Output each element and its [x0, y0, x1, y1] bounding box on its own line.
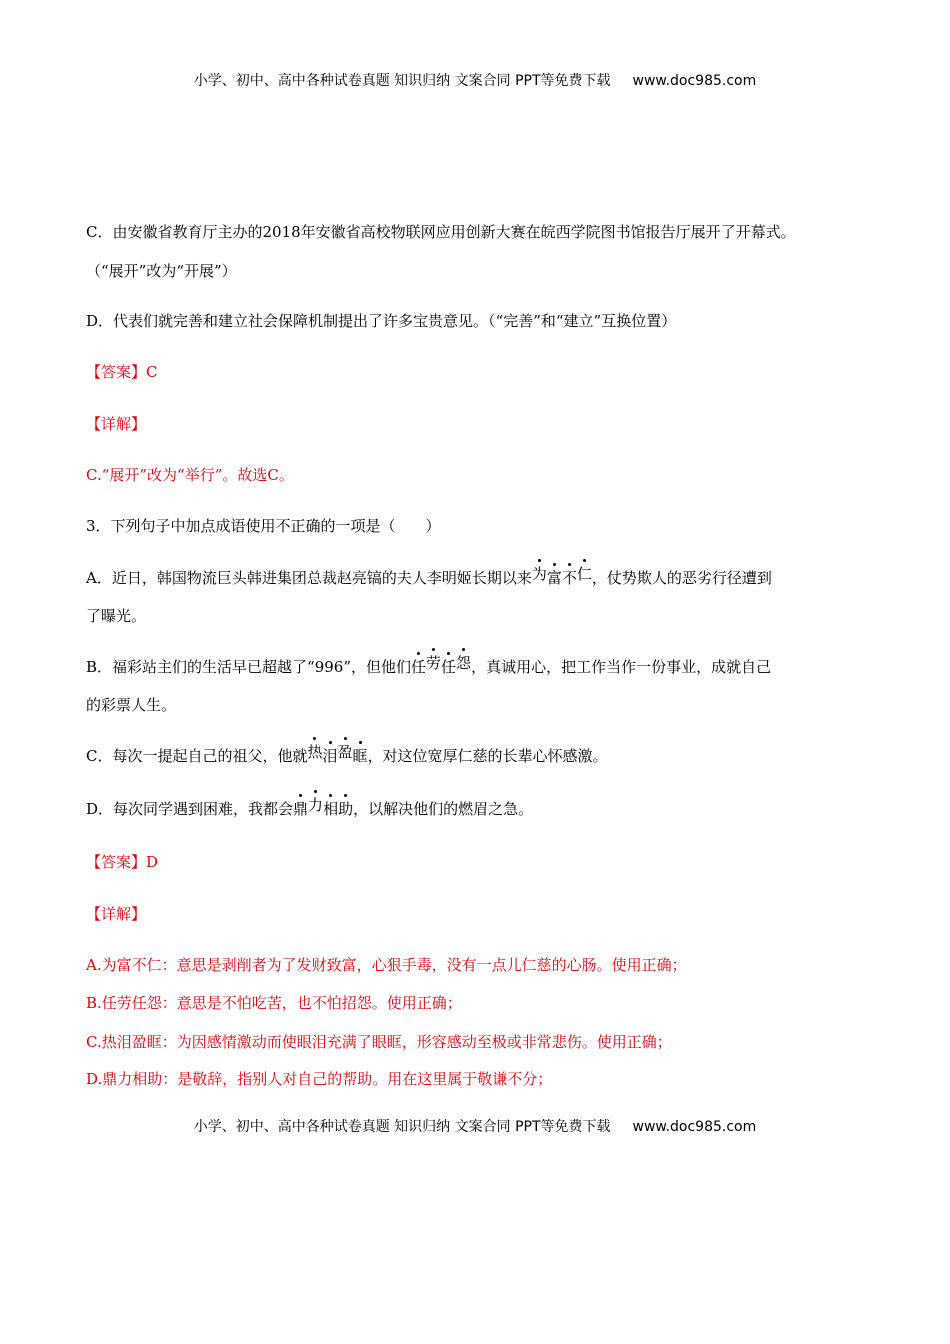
idiom-char: 盈 — [337, 743, 353, 761]
q3-option-a-pre: A．近日，韩国物流巨头韩进集团总裁赵亮镐的夫人李明姬长期以来 — [86, 569, 532, 587]
q2-detail-text: C.“展开”改为“举行”。故选C。 — [86, 466, 294, 484]
q3-stem: 3．下列句子中加点成语使用不正确的一项是（ ） — [86, 517, 441, 535]
q3-option-c — [86, 743, 876, 766]
q3-option-c-post: ，对这位宽厚仁慈的长辈心怀感激。 — [367, 747, 608, 765]
q3-detail-b: B.任劳任怨：意思是不怕吃苦，也不怕招怨。使用正确； — [86, 994, 462, 1012]
idiom-char: 不 — [561, 569, 577, 587]
q3-option-d-pre: D．每次同学遇到困难，我都会 — [86, 800, 294, 818]
idiom-char: 泪 — [322, 747, 338, 765]
q3-option-b — [86, 654, 876, 677]
q3-option-a-post: ，仗势欺人的恶劣行径遭到 — [591, 569, 772, 587]
q3-option-a-line2: 了曝光。 — [86, 607, 147, 625]
idiom-char: 相 — [323, 800, 339, 818]
q2-option-c-line2: （“展开”改为“开展”） — [86, 262, 237, 280]
q3-detail-a: A.为富不仁：意思是剥削者为了发财致富，心狠手毒，没有一点儿仁慈的心肠。使用正确； — [86, 956, 687, 974]
q3-detail-c: C.热泪盈眶：为因感情激动而使眼泪充满了眼眶，形容感动至极或非常悲伤。使用正确； — [86, 1033, 672, 1051]
q2-detail-label: 【详解】 — [86, 415, 147, 433]
q3-detail-d: D.鼎力相助：是敬辞，指别人对自己的帮助。用在这里属于敬谦不分； — [86, 1070, 553, 1088]
idiom-char: 任 — [411, 658, 427, 676]
idiom-char: 为 — [531, 565, 547, 583]
idiom-char: 富 — [546, 569, 562, 587]
q3-answer: 【答案】D — [86, 853, 159, 871]
q3-option-d-post: ，以解决他们的燃眉之急。 — [353, 800, 534, 818]
idiom-char: 眶 — [352, 747, 368, 765]
q2-option-d: D．代表们就完善和建立社会保障机制提出了许多宝贵意见。（“完善”和“建立”互换位置） — [86, 312, 677, 330]
q2-answer: 【答案】C — [86, 363, 158, 381]
q3-option-d — [86, 796, 876, 819]
header-text: 小学、初中、高中各种试卷真题 知识归纳 文案合同 PPT等免费下载 — [193, 73, 611, 89]
idiom-char: 力 — [308, 796, 324, 814]
q3-option-c-pre: C．每次一提起自己的祖父，他就 — [86, 747, 308, 765]
footer-text: 小学、初中、高中各种试卷真题 知识归纳 文案合同 PPT等免费下载 — [193, 1119, 611, 1135]
page-footer — [0, 1116, 950, 1136]
q3-option-b-post: ，真诚用心，把工作当作一份事业，成就自己 — [471, 658, 772, 676]
page-header — [0, 70, 950, 90]
q2-option-c-line1: C．由安徽省教育厅主办的2018年安徽省高校物联网应用创新大赛在皖西学院图书馆报告厅展开了开幕式。 — [86, 223, 796, 241]
q3-option-b-line2: 的彩票人生。 — [86, 696, 177, 714]
q3-option-b-pre: B．福彩站主们的生活早已超越了“996”，但他们 — [86, 658, 411, 676]
q3-detail-label: 【详解】 — [86, 905, 147, 923]
idiom-char: 任 — [441, 658, 457, 676]
idiom-char: 热 — [307, 743, 323, 761]
idiom-char: 鼎 — [293, 800, 309, 818]
header-url[interactable]: www.doc985.com — [632, 73, 757, 89]
idiom-char: 助 — [338, 800, 354, 818]
footer-url[interactable]: www.doc985.com — [632, 1119, 757, 1135]
q3-option-a — [86, 565, 876, 588]
idiom-char: 仁 — [576, 565, 592, 583]
idiom-char: 劳 — [426, 654, 442, 672]
idiom-char: 怨 — [456, 654, 472, 672]
